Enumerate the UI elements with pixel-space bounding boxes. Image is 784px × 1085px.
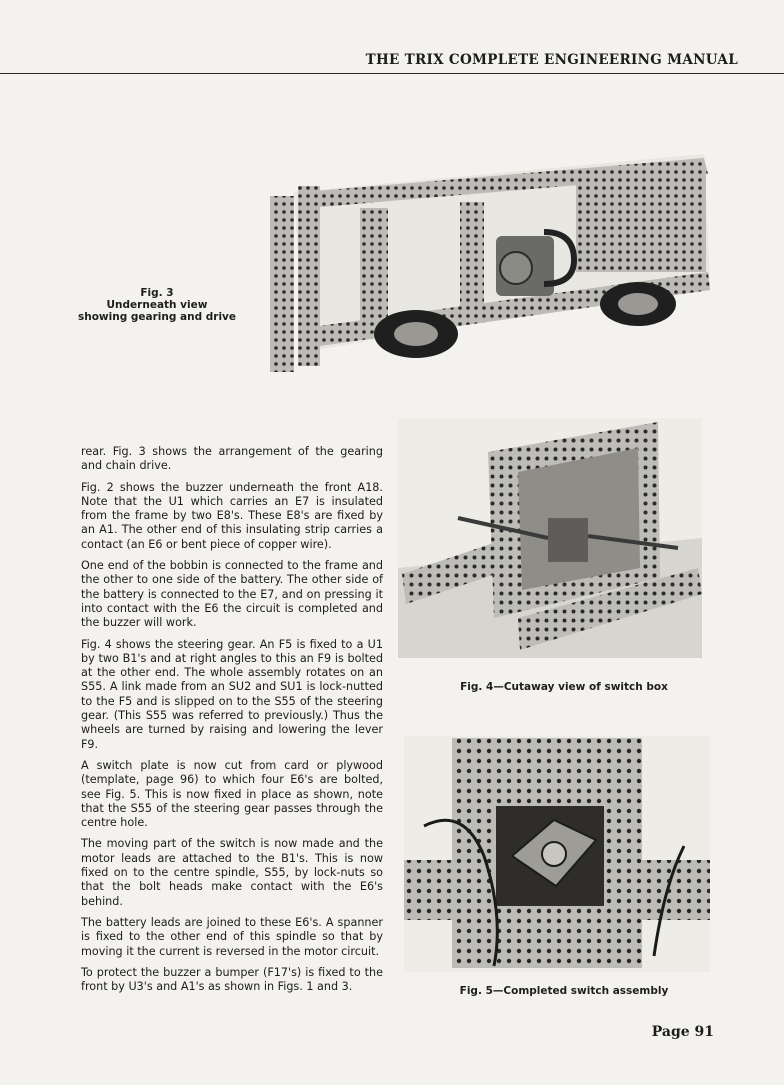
fig5-caption: Fig. 5—Completed switch assembly	[459, 985, 669, 997]
header-title: THE TRIX COMPLETE ENGINEERING MANUAL	[365, 52, 738, 68]
body-text	[81, 445, 383, 1001]
fig4-photo	[398, 418, 702, 658]
paragraph: rear. Fig. 3 shows the arrangement of the gearing and chain drive.	[81, 445, 383, 473]
paragraph: One end of the bobbin is connected to the frame and the other to one side of the battery. The other side of the battery is connected to the E7, and on pressing it into contact with the E6 the circuit is completed and the buzzer will work.	[81, 559, 383, 630]
fig5-photo	[404, 736, 710, 972]
paragraph: The battery leads are joined to these E6's. A spanner is fixed to the other end of this spindle so that by moving it the current is reversed in the motor circuit.	[81, 915, 383, 958]
paragraph: Fig. 2 shows the buzzer underneath the front A18. Note that the U1 which carries an E7 is insulated from the frame by two E8's. These E8's are fixed by an A1. The other end of this insulating strip carries a contact (an E6 or bent piece of copper wire).	[81, 480, 383, 551]
fig3-caption	[76, 287, 238, 323]
fig3-caption-subtitle: showing gearing and drive	[77, 311, 237, 323]
fig3-caption-title: Underneath view	[106, 299, 208, 311]
paragraph: A switch plate is now cut from card or plywood (template, page 96) to which four E6's are bolted, see Fig. 5. This is now fixed in place as shown, note that the S55 of the steering gear passes through the centre hole.	[81, 758, 383, 830]
paragraph: The moving part of the switch is now made and the motor leads are attached to the B1's. This is now fixed on to the centre spindle, S55, by lock-nuts so that the bolt heads make contact with the E6's behind.	[81, 837, 383, 908]
fig3-photo	[264, 152, 712, 382]
paragraph: Fig. 4 shows the steering gear. An F5 is fixed to a U1 by two B1's and at right angles to this an F9 is bolted at the other end. The whole assembly rotates on an S55. A link made from an SU2 and SU1 is lock-nutted to the F5 and is slipped on to the S55 of the steering gear. (This S55 was referred to previously.) Thus the wheels are turned by raising and lowering the lever F9.	[81, 637, 383, 751]
page-number: Page 91	[651, 1024, 714, 1040]
paragraph: To protect the buzzer a bumper (F17's) is fixed to the front by U3's and A1's as shown in Figs. 1 and 3.	[81, 965, 383, 994]
fig3-caption-number: Fig. 3	[140, 287, 174, 299]
fig4-caption: Fig. 4—Cutaway view of switch box	[460, 681, 668, 693]
running-header	[0, 48, 784, 74]
